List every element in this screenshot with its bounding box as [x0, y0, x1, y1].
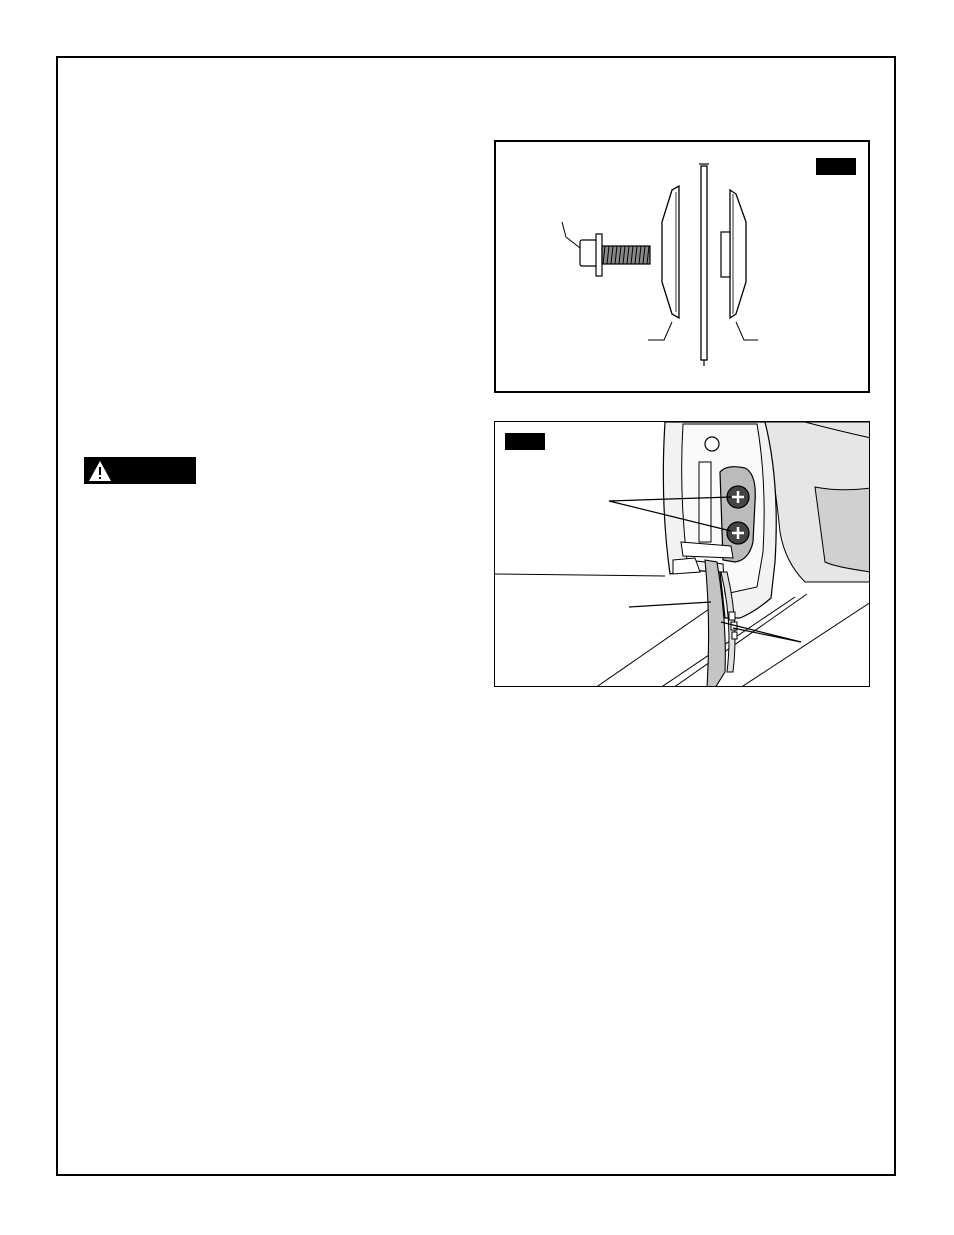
figure-2-tag	[505, 433, 545, 450]
blade-assembly-diagram	[496, 142, 870, 393]
work-table	[495, 574, 870, 687]
figure-blade-guard	[494, 421, 870, 687]
outer-washer	[662, 186, 679, 318]
figure-blade-assembly	[494, 140, 870, 393]
outer-washer-leader	[648, 322, 672, 340]
bolt-leader-line	[562, 222, 580, 248]
warning-triangle-icon	[88, 460, 112, 482]
figure-1-tag	[816, 158, 856, 175]
warning-badge	[84, 457, 196, 484]
blade-guard-drawing	[495, 422, 870, 687]
saw-blade	[699, 164, 709, 366]
inner-washer-leader	[736, 322, 758, 340]
inner-washer	[730, 190, 746, 318]
arbor-bolt	[580, 234, 650, 276]
